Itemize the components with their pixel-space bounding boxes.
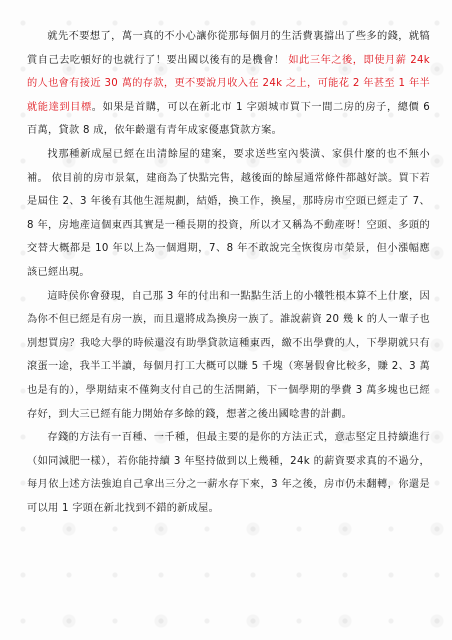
paragraph-1-text-b: 。如果是首購，可以在新北市 1 字頭城市買下一間二房的房子，總價 6 百萬，貸款 8 成，依年齡還有青年成家優惠貸款方案。 xyxy=(27,101,430,137)
paragraph-2-text: 找那種新成屋已經在出清餘屋的建案，要求送些室內裝潢、家俱什麼的也不無小補。 依目前的房市景氣，建商為了快點完售，越後面的餘屋通常條件都越好談。買下若是屆住 2、3 年後有其他生涯規劃，結婚，換工作，換屋，那時房市空頭已經走了 7、8 年，房地產這個東西其實是一種長期的投資，所以才又稱為不動產呀！空頭、多頭的交替大概都是 10 年以上為一個週期，7、8 年不敢說完全恢復房市榮景，但小漲幅應該已經出現。 xyxy=(27,148,430,278)
paragraph-2 xyxy=(27,143,430,285)
paragraph-1-highlight: 如此三年之後，即使月薪 24k 的人也會有接近 30 萬的存款，更不要說月收入在 24k 之上，可能花 2 年甚至 1 年半就能達到目標 xyxy=(27,54,430,113)
paragraph-1-text-a: 就先不要想了，萬一真的不小心讓你從那每個月的生活費裏擋出了些多的錢，就犒賞自己去吃頓好的也就行了！要出國以後有的是機會！ xyxy=(27,31,430,66)
document-body xyxy=(27,25,430,520)
paragraph-3 xyxy=(27,285,430,427)
paragraph-3-text: 這時侯你會發現，自己那 3 年的付出和一點點生活上的小犧牲根本算不上什麼，因為你不但已經是有房一族，而且還將成為換房一族了。誰說薪資 20 幾 k 的人一輩子也別想買房？我唸大學的時候還沒有助學貸款這種東西，繳不出學費的人，下學期就只有滾蛋一途，我半工半讀，每個月打工大概可以賺 5 千塊（寒暑假會比較多，賺 2、3 萬也是有的），學期結束不僅夠支付自己的生活開銷，下一個學期的學費 3 萬多塊也已經存好，到大三已經有能力開始存多餘的錢，想著之後出國唸書的計劃。 xyxy=(27,290,430,420)
paragraph-1 xyxy=(27,25,430,143)
paragraph-4-text: 存錢的方法有一百種、一千種，但最主要的是你的方法正式，意志堅定且持續進行（如同減肥一樣），若你能持續 3 年堅持做到以上幾種，24k 的薪資要求真的不過分，每月依上述方法強迫自己拿出三分之一薪水存下來，3 年之後，房市仍未翻轉，你還是可以用 1 字頭在新北找到不錯的新成屋。 xyxy=(27,432,430,514)
paragraph-4 xyxy=(27,426,430,520)
